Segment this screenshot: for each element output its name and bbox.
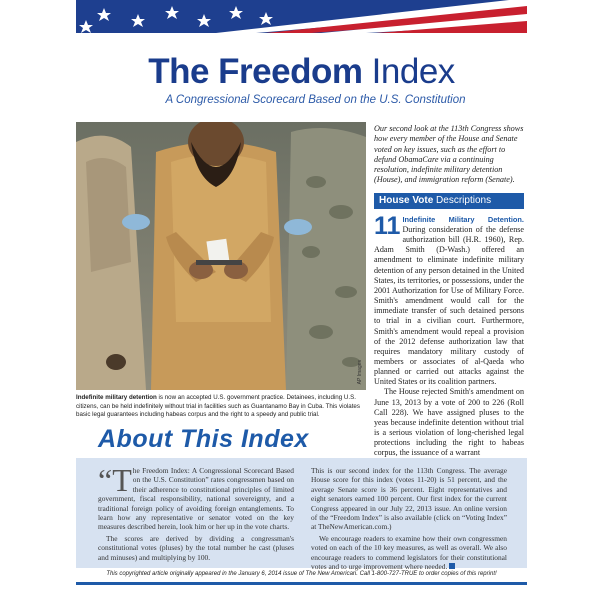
header-light: Descriptions: [433, 194, 492, 206]
end-mark-icon: [449, 563, 455, 569]
publication-subtitle: A Congressional Scorecard Based on the U.S. Constitution: [165, 94, 466, 106]
about-text-1: he Freedom Index: A Congressional Scorecard Based on the U.S. Constitution” rates congressmen based on their adherence to constitutional principles of limited government, fiscal responsibility, national sovereignty, and a traditional foreign policy of avoiding foreign entanglements. To learn how any representative or senator voted on the key measures described herein, look him or her up in the vote charts.: [98, 466, 294, 532]
caption-text: is now an accepted U.S. government practice. Detainees, including U.S. citizens, can be held indefinitely without trial in facilities such as Guantanamo Bay in Cuba. This violates basic legal guarantees including habeas corpus and the right to a speedy and public trial.: [76, 394, 360, 419]
flag-banner: [76, 0, 527, 33]
intro-text: Our second look at the 113th Congress shows how every member of the House and Senate voted on key issues, such as the effort to defund ObamaCare via a continuing resolution, indefinite military detention (House), and immigration reform (Senate).: [374, 124, 524, 185]
reprint-page: [76, 0, 527, 600]
publication-title: [76, 52, 527, 92]
house-vote-header: [374, 193, 524, 209]
photo-caption: [76, 394, 368, 420]
about-column-1: [98, 462, 294, 562]
vote-description: [374, 211, 524, 459]
vote-paragraph-2: The House rejected Smith's amendment on June 13, 2013 by a vote of 200 to 226 (Roll Call 228). We have assigned pluses to the yeas because indefinite detention without trial is a serious violation of long-cherished legal protections including the right to habeas corpus, the issuance of a warrant: [374, 387, 524, 458]
caption-lead: Indefinite military detention: [76, 394, 157, 401]
about-title: About This Index: [98, 425, 309, 453]
reprint-footer: This copyrighted article originally appeared in the January 6, 2014 issue of The New American. Call 1-800-727-TRUE to order copies of this reprint!: [106, 571, 497, 577]
about-box: [76, 458, 527, 572]
header-bold: House Vote: [379, 194, 434, 206]
vote-number: 11: [374, 211, 401, 240]
photo-credit: AP Images: [357, 359, 363, 384]
detainee-photo: [76, 122, 366, 390]
quote-mark: “T: [98, 462, 132, 498]
about-paragraph: [311, 534, 507, 572]
about-column-2: [311, 466, 507, 571]
about-paragraph: This is our second index for the 113th Congress. The average House score for this index (votes 11-20) is 51 percent, and the average Senate score is 36 percent. Eight representatives and eight senators earned 100 percent. Our first index for the current Congress appeared in our July 22, 2013 issue. An online version of the “Freedom Index” is also available (click on “Voting Index” at TheNewAmerican.com.): [311, 466, 507, 532]
about-paragraph: The scores are derived by dividing a congressman's constitutional votes (pluses) by the total number he cast (pluses and minuses) and multiplying by 100.: [98, 533, 294, 562]
title-bold: The Freedom: [148, 52, 363, 91]
title-light: Index: [362, 52, 455, 91]
vote-title: Indefinite Military Detention.: [402, 214, 524, 224]
masthead: [76, 52, 527, 106]
about-paragraph: [98, 462, 294, 532]
about-text-4: We encourage readers to examine how their own congressmen voted on each of the 10 key measures, as well as overall. We also encourage readers to commend legislators for their constitutional votes and to urge improvement where needed.: [311, 533, 507, 572]
vote-paragraph-1: During consideration of the defense authorization bill (H.R. 1960), Rep. Adam Smith (D-Wash.) offered an amendment to eliminate indefinite military detention of any person detained in the United States, its territories, or possessions, under the 2001 Authorization for Use of Military Force. Smith's amendment would call for the immediate transfer of such detained persons to trial in a civilian court. Furthermore, Smith's amendment would repeal a provision of the 2012 defense authorization law that requires mandatory military custody of members or associates of al-Qaeda who planned or carried out attacks against the United States or its coalition partners.: [374, 224, 524, 387]
right-column: [374, 124, 524, 459]
bottom-rule: [76, 582, 527, 585]
